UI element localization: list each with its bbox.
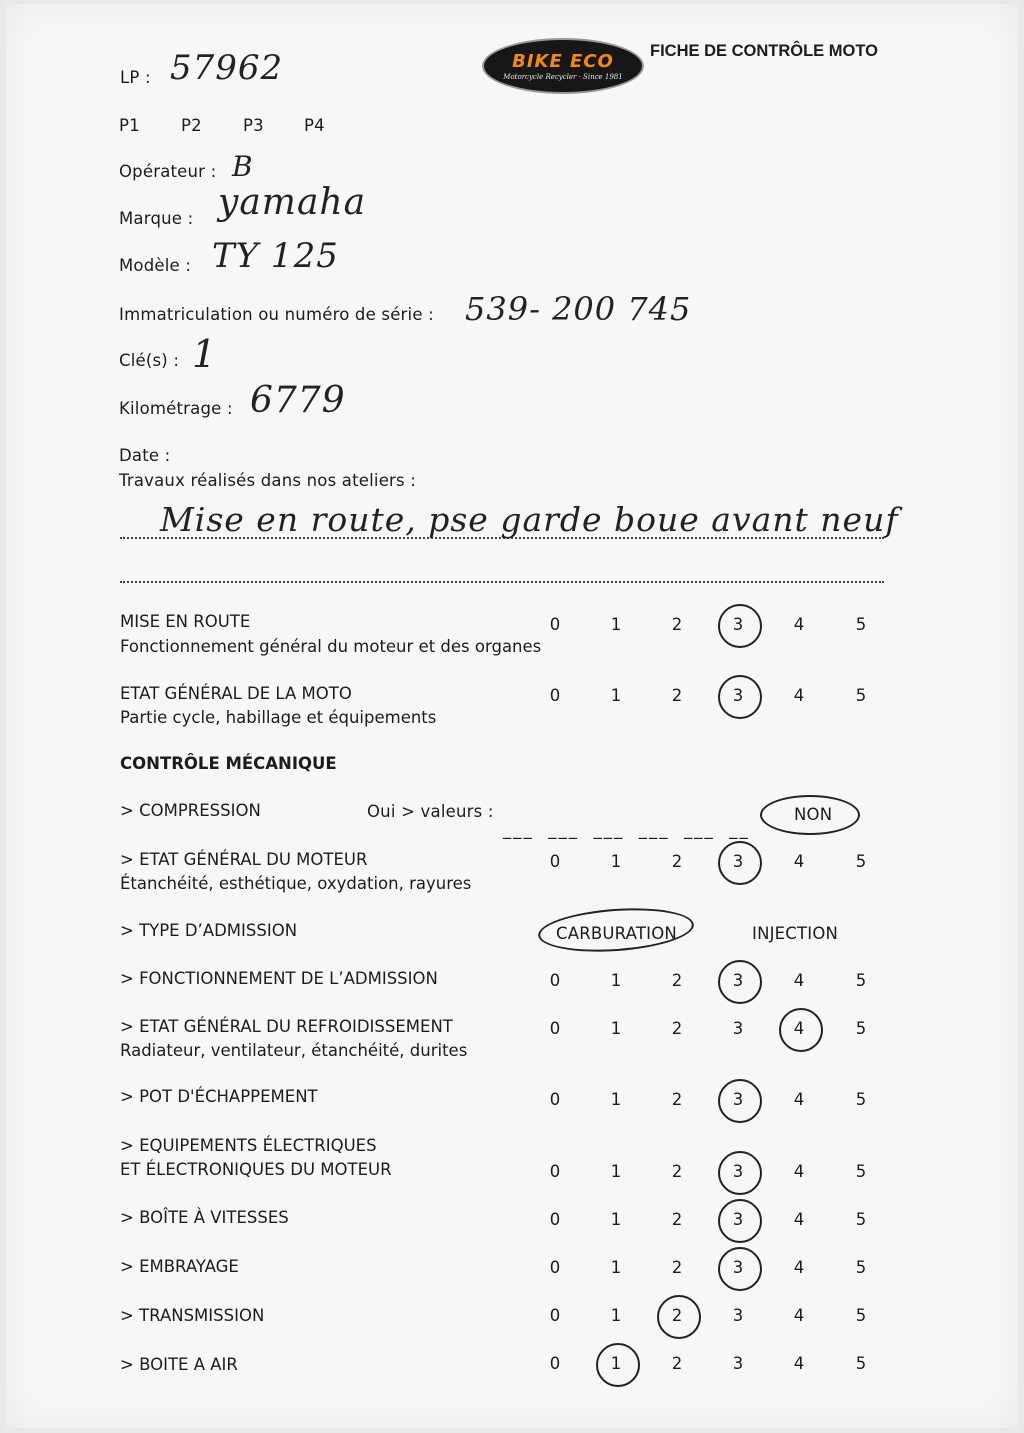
rating-etat-moto-selected-mark xyxy=(718,675,762,719)
rating-transmission-option-2: 2 xyxy=(671,1306,683,1325)
kilometrage-value: 6779 xyxy=(250,380,346,421)
rating-boite-air-option-1: 1 xyxy=(610,1354,622,1373)
rating-admission-option-1: 1 xyxy=(610,971,622,990)
mise-en-route-subtitle: Fonctionnement général du moteur et des organes xyxy=(120,637,542,656)
priority-p3: P3 xyxy=(243,116,264,135)
rating-transmission-option-4: 4 xyxy=(793,1306,805,1325)
priority-p1: P1 xyxy=(119,116,140,135)
priority-p4: P4 xyxy=(304,116,325,135)
rating-mise-en-route-option-1: 1 xyxy=(610,615,622,634)
rating-embrayage-option-3: 3 xyxy=(732,1258,744,1277)
logo-text: BIKE ECO xyxy=(512,51,614,72)
rating-transmission-selected-mark xyxy=(657,1295,701,1339)
rating-boite-air-option-3: 3 xyxy=(732,1354,744,1373)
rating-boite-vitesses-option-5: 5 xyxy=(855,1210,867,1229)
rating-embrayage-option-5: 5 xyxy=(855,1258,867,1277)
etat-moto-subtitle: Partie cycle, habillage et équipements xyxy=(120,708,437,727)
rating-etat-moto-option-2: 2 xyxy=(671,686,683,705)
rating-mise-en-route-option-3: 3 xyxy=(732,615,744,634)
modele-value: TY 125 xyxy=(212,236,339,276)
rating-boite-air-option-0: 0 xyxy=(549,1354,561,1373)
electrique-title: > EQUIPEMENTS ÉLECTRIQUES xyxy=(120,1136,377,1155)
marque-value: yamaha xyxy=(218,182,367,223)
boite-vitesses-label: > BOÎTE À VITESSES xyxy=(120,1208,289,1227)
refroidissement-subtitle: Radiateur, ventilateur, étanchéité, durites xyxy=(120,1041,468,1060)
rating-boite-air-option-5: 5 xyxy=(855,1354,867,1373)
rating-echappement-option-2: 2 xyxy=(671,1090,683,1109)
rating-moteur-option-5: 5 xyxy=(855,852,867,871)
rating-moteur-option-4: 4 xyxy=(793,852,805,871)
priority-p2: P2 xyxy=(181,116,202,135)
rating-electrique-option-2: 2 xyxy=(671,1162,683,1181)
rating-boite-vitesses-selected-mark xyxy=(718,1199,762,1243)
rating-mise-en-route-option-4: 4 xyxy=(793,615,805,634)
admission-injection-option: INJECTION xyxy=(752,924,839,943)
operateur-value: B xyxy=(232,150,254,183)
travaux-line-2 xyxy=(120,581,884,583)
rating-embrayage-selected-mark xyxy=(718,1247,762,1291)
marque-label: Marque : xyxy=(119,209,194,228)
echappement-label: > POT D'ÉCHAPPEMENT xyxy=(120,1087,318,1106)
rating-refroidissement-option-2: 2 xyxy=(671,1019,683,1038)
admission-carburation-option: CARBURATION xyxy=(556,924,677,943)
rating-etat-moto-option-3: 3 xyxy=(732,686,744,705)
rating-echappement-option-0: 0 xyxy=(549,1090,561,1109)
admission-type-label: > TYPE D’ADMISSION xyxy=(120,921,298,940)
etat-moto-title: ETAT GÉNÉRAL DE LA MOTO xyxy=(120,684,352,703)
rating-boite-vitesses-option-3: 3 xyxy=(732,1210,744,1229)
rating-transmission-option-5: 5 xyxy=(855,1306,867,1325)
rating-refroidissement-option-5: 5 xyxy=(855,1019,867,1038)
embrayage-label: > EMBRAYAGE xyxy=(120,1257,239,1276)
rating-boite-air-option-4: 4 xyxy=(793,1354,805,1373)
logo-tagline: Motorcycle Recycler · Since 1981 xyxy=(503,73,623,81)
lp-value: 57962 xyxy=(170,48,284,88)
rating-admission-option-0: 0 xyxy=(549,971,561,990)
moteur-title: > ETAT GÉNÉRAL DU MOTEUR xyxy=(120,850,368,869)
rating-mise-en-route-option-5: 5 xyxy=(855,615,867,634)
compression-oui-label: Oui > valeurs : xyxy=(367,802,494,821)
bike-eco-logo xyxy=(482,38,644,94)
rating-etat-moto-option-0: 0 xyxy=(549,686,561,705)
rating-refroidissement-option-3: 3 xyxy=(732,1019,744,1038)
boite-air-label: > BOITE A AIR xyxy=(120,1355,238,1374)
compression-label: > COMPRESSION xyxy=(120,801,261,820)
rating-moteur-option-2: 2 xyxy=(671,852,683,871)
immatriculation-value: 539- 200 745 xyxy=(465,290,692,328)
compression-non-option: NON xyxy=(794,805,833,824)
rating-etat-moto-option-5: 5 xyxy=(855,686,867,705)
rating-transmission-option-3: 3 xyxy=(732,1306,744,1325)
travaux-value: Mise en route, pse garde boue avant neuf xyxy=(160,500,899,539)
lp-label: LP : xyxy=(120,68,151,87)
rating-admission-option-2: 2 xyxy=(671,971,683,990)
refroidissement-title: > ETAT GÉNÉRAL DU REFROIDISSEMENT xyxy=(120,1017,453,1036)
electrique-subtitle: ET ÉLECTRONIQUES DU MOTEUR xyxy=(120,1160,392,1179)
rating-echappement-option-1: 1 xyxy=(610,1090,622,1109)
kilometrage-label: Kilométrage : xyxy=(119,399,233,418)
rating-boite-vitesses-option-2: 2 xyxy=(671,1210,683,1229)
rating-moteur-selected-mark xyxy=(718,841,762,885)
rating-electrique-option-4: 4 xyxy=(793,1162,805,1181)
rating-refroidissement-option-1: 1 xyxy=(610,1019,622,1038)
rating-moteur-option-3: 3 xyxy=(732,852,744,871)
rating-electrique-option-5: 5 xyxy=(855,1162,867,1181)
rating-electrique-option-0: 0 xyxy=(549,1162,561,1181)
moteur-subtitle: Étanchéité, esthétique, oxydation, rayures xyxy=(120,874,472,893)
rating-echappement-option-5: 5 xyxy=(855,1090,867,1109)
rating-admission-option-3: 3 xyxy=(732,971,744,990)
cles-label: Clé(s) : xyxy=(119,351,180,370)
rating-boite-vitesses-option-1: 1 xyxy=(610,1210,622,1229)
rating-mise-en-route-selected-mark xyxy=(718,604,762,648)
rating-transmission-option-0: 0 xyxy=(549,1306,561,1325)
cles-value: 1 xyxy=(192,332,218,376)
date-label: Date : xyxy=(119,446,171,465)
rating-echappement-option-4: 4 xyxy=(793,1090,805,1109)
rating-etat-moto-option-1: 1 xyxy=(610,686,622,705)
immatriculation-label: Immatriculation ou numéro de série : xyxy=(119,305,434,324)
rating-etat-moto-option-4: 4 xyxy=(793,686,805,705)
rating-embrayage-option-4: 4 xyxy=(793,1258,805,1277)
rating-moteur-option-0: 0 xyxy=(549,852,561,871)
rating-mise-en-route-option-2: 2 xyxy=(671,615,683,634)
form-title: FICHE DE CONTRÔLE MOTO xyxy=(650,42,878,60)
mise-en-route-title: MISE EN ROUTE xyxy=(120,612,251,631)
rating-echappement-option-3: 3 xyxy=(732,1090,744,1109)
rating-mise-en-route-option-0: 0 xyxy=(549,615,561,634)
modele-label: Modèle : xyxy=(119,256,192,275)
rating-admission-selected-mark xyxy=(718,960,762,1004)
compression-values-blanks: ___ ___ ___ ___ ___ __ xyxy=(503,820,750,839)
rating-embrayage-option-0: 0 xyxy=(549,1258,561,1277)
controle-mecanique-heading: CONTRÔLE MÉCANIQUE xyxy=(120,754,337,773)
rating-refroidissement-selected-mark xyxy=(779,1008,823,1052)
rating-embrayage-option-1: 1 xyxy=(610,1258,622,1277)
rating-boite-vitesses-option-0: 0 xyxy=(549,1210,561,1229)
rating-boite-air-selected-mark xyxy=(596,1343,640,1387)
travaux-label: Travaux réalisés dans nos ateliers : xyxy=(119,471,417,490)
rating-boite-air-option-2: 2 xyxy=(671,1354,683,1373)
rating-refroidissement-option-4: 4 xyxy=(793,1019,805,1038)
rating-electrique-option-1: 1 xyxy=(610,1162,622,1181)
rating-echappement-selected-mark xyxy=(718,1079,762,1123)
rating-admission-option-5: 5 xyxy=(855,971,867,990)
rating-embrayage-option-2: 2 xyxy=(671,1258,683,1277)
compression-non-selected-mark xyxy=(760,795,860,835)
transmission-label: > TRANSMISSION xyxy=(120,1306,265,1325)
admission-fonctionnement-label: > FONCTIONNEMENT DE L’ADMISSION xyxy=(120,969,438,988)
rating-refroidissement-option-0: 0 xyxy=(549,1019,561,1038)
rating-electrique-option-3: 3 xyxy=(732,1162,744,1181)
rating-moteur-option-1: 1 xyxy=(610,852,622,871)
rating-electrique-selected-mark xyxy=(718,1151,762,1195)
operateur-label: Opérateur : xyxy=(119,162,217,181)
rating-admission-option-4: 4 xyxy=(793,971,805,990)
rating-boite-vitesses-option-4: 4 xyxy=(793,1210,805,1229)
rating-transmission-option-1: 1 xyxy=(610,1306,622,1325)
